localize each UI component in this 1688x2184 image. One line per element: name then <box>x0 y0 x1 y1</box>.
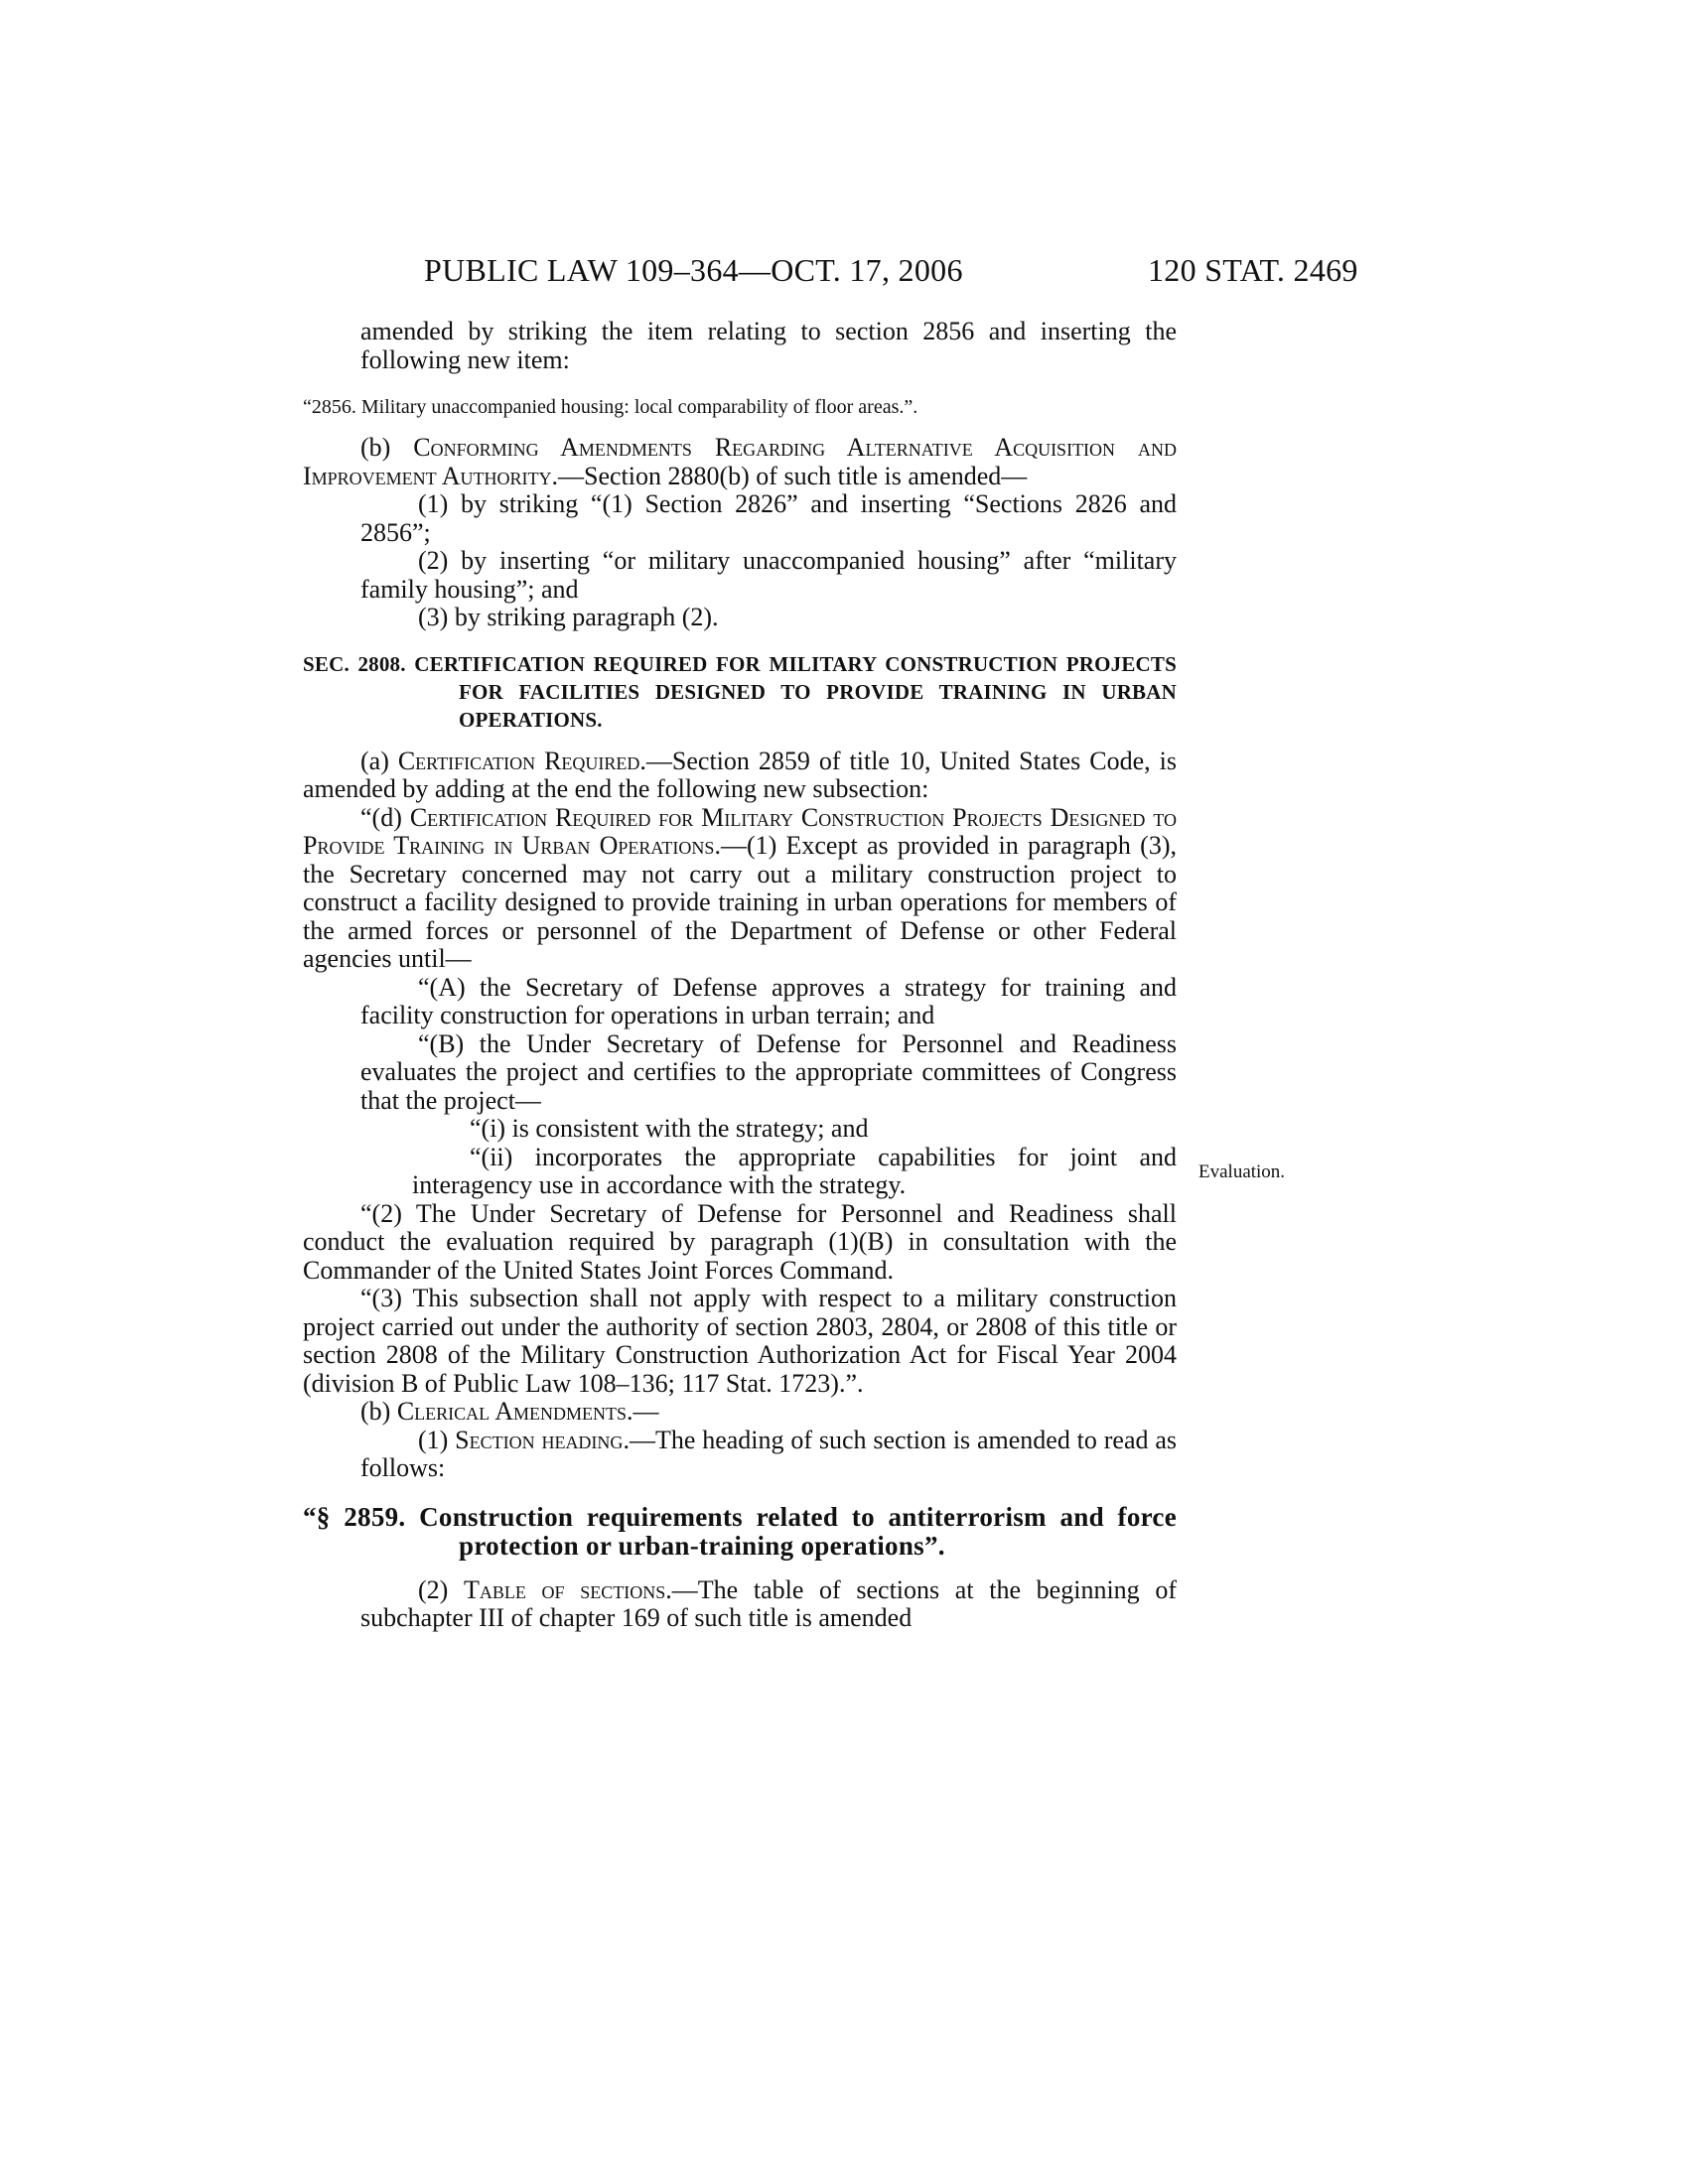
paragraph: amended by striking the item relating to section 2856 and inserting the following new item: <box>360 317 1177 374</box>
paragraph-heading: Table of sections <box>464 1574 666 1604</box>
subsection-label: “(d) <box>360 802 410 832</box>
subsection-label: (b) <box>360 1397 397 1426</box>
subparagraph-a: “(A) the Secretary of Defense approves a strategy for training and facility construction for operations in urban terrain; and <box>360 972 1177 1029</box>
paragraph-text: .—The heading of such section is amended to read as follows: <box>360 1425 1177 1482</box>
subsection-text: .—Section 2880(b) of such title is amended— <box>551 461 1028 490</box>
subsection-b-clerical <box>303 1398 1177 1427</box>
running-header-title: PUBLIC LAW 109–364—OCT. 17, 2006 <box>424 252 963 288</box>
document-body <box>303 318 1177 1633</box>
clause-ii: “(ii) incorporates the appropriate capabilities for joint and interagency use in accordance with the strategy. <box>412 1142 1177 1199</box>
paragraph-d2: “(2) The Under Secretary of Defense for Personnel and Readiness shall conduct the evaluation required by paragraph (1)(B) in consultation with the Commander of the United States Joint Forces Command. <box>303 1198 1177 1285</box>
section-heading: SEC. 2808. CERTIFICATION REQUIRED FOR MILITARY CONSTRUCTION PROJECTS FOR FACILITIES DESIGNED TO PROVIDE TRAINING IN URBAN OPERATIONS. <box>303 651 1177 732</box>
paragraph-label: (2) <box>418 1574 464 1604</box>
clause-i: “(i) is consistent with the strategy; and <box>470 1114 869 1143</box>
subsection-a <box>303 748 1177 804</box>
subsection-label: (b) <box>360 433 414 462</box>
paragraph-2 <box>303 547 1177 604</box>
amended-section-heading: “§ 2859. Construction requirements related to antiterrorism and force protection or urban-training operations”. <box>303 1501 1177 1561</box>
subsection-heading: Certification Required for Military Construction Projects Designed to Provide Training in Urban Operations <box>303 802 1177 860</box>
paragraph-label: (1) <box>418 1425 456 1454</box>
paragraph-section-heading <box>303 1427 1177 1483</box>
paragraph-table-of-sections <box>303 1576 1177 1633</box>
subsection-text: .— <box>627 1397 659 1426</box>
subparagraph-b: “(B) the Under Secretary of Defense for Personnel and Readiness evaluates the project and certifies to the appropriate committees of Congress that the project— <box>360 1028 1177 1115</box>
paragraph-d3: “(3) This subsection shall not apply with respect to a military construction project carried out under the authority of section 2803, 2804, or 2808 of this title or section 2808 of the Military Construction Authorization Act for Fiscal Year 2004 (division B of Public Law 108–136; 117 Stat. 1723).”. <box>303 1284 1177 1398</box>
subsection-label: (a) <box>360 746 398 775</box>
paragraph-text: (3) by striking paragraph (2). <box>418 603 719 631</box>
paragraph-text: (2) by inserting “or military unaccompanied housing” after “military family housing”; and <box>360 546 1177 604</box>
subsection-heading: Certification Required <box>397 746 640 775</box>
paragraph-3 <box>303 604 1177 632</box>
paragraph-1 <box>303 490 1177 547</box>
paragraph-text: (1) by striking “(1) Section 2826” and inserting “Sections 2826 and 2856”; <box>360 489 1177 547</box>
subsection-text: .—Section 2859 of title 10, United States Code, is amended by adding at the end the following new subsection: <box>303 746 1177 803</box>
subsection-d <box>303 804 1177 974</box>
table-item: “2856. Military unaccompanied housing: local comparability of floor areas.”. <box>303 396 918 418</box>
margin-note-evaluation: Evaluation. <box>1198 1161 1286 1182</box>
subsection-heading: Conforming Amendments Regarding Alternative Acquisition and Improvement Authority <box>303 433 1177 490</box>
page-number: 120 STAT. 2469 <box>1148 252 1358 288</box>
subsection-heading: Clerical Amendments <box>396 1397 628 1426</box>
paragraph-text: .—The table of sections at the beginning of subchapter III of chapter 169 of such title is amended <box>360 1574 1177 1632</box>
subsection-text: .—(1) Except as provided in paragraph (3), the Secretary concerned may not carry out a military construction project to construct a facility designed to provide training in urban operations for members of the armed forces or personnel of the Department of Defense or other Federal agencies until— <box>303 831 1177 973</box>
paragraph-heading: Section heading <box>455 1425 624 1454</box>
subsection-b <box>303 434 1177 490</box>
